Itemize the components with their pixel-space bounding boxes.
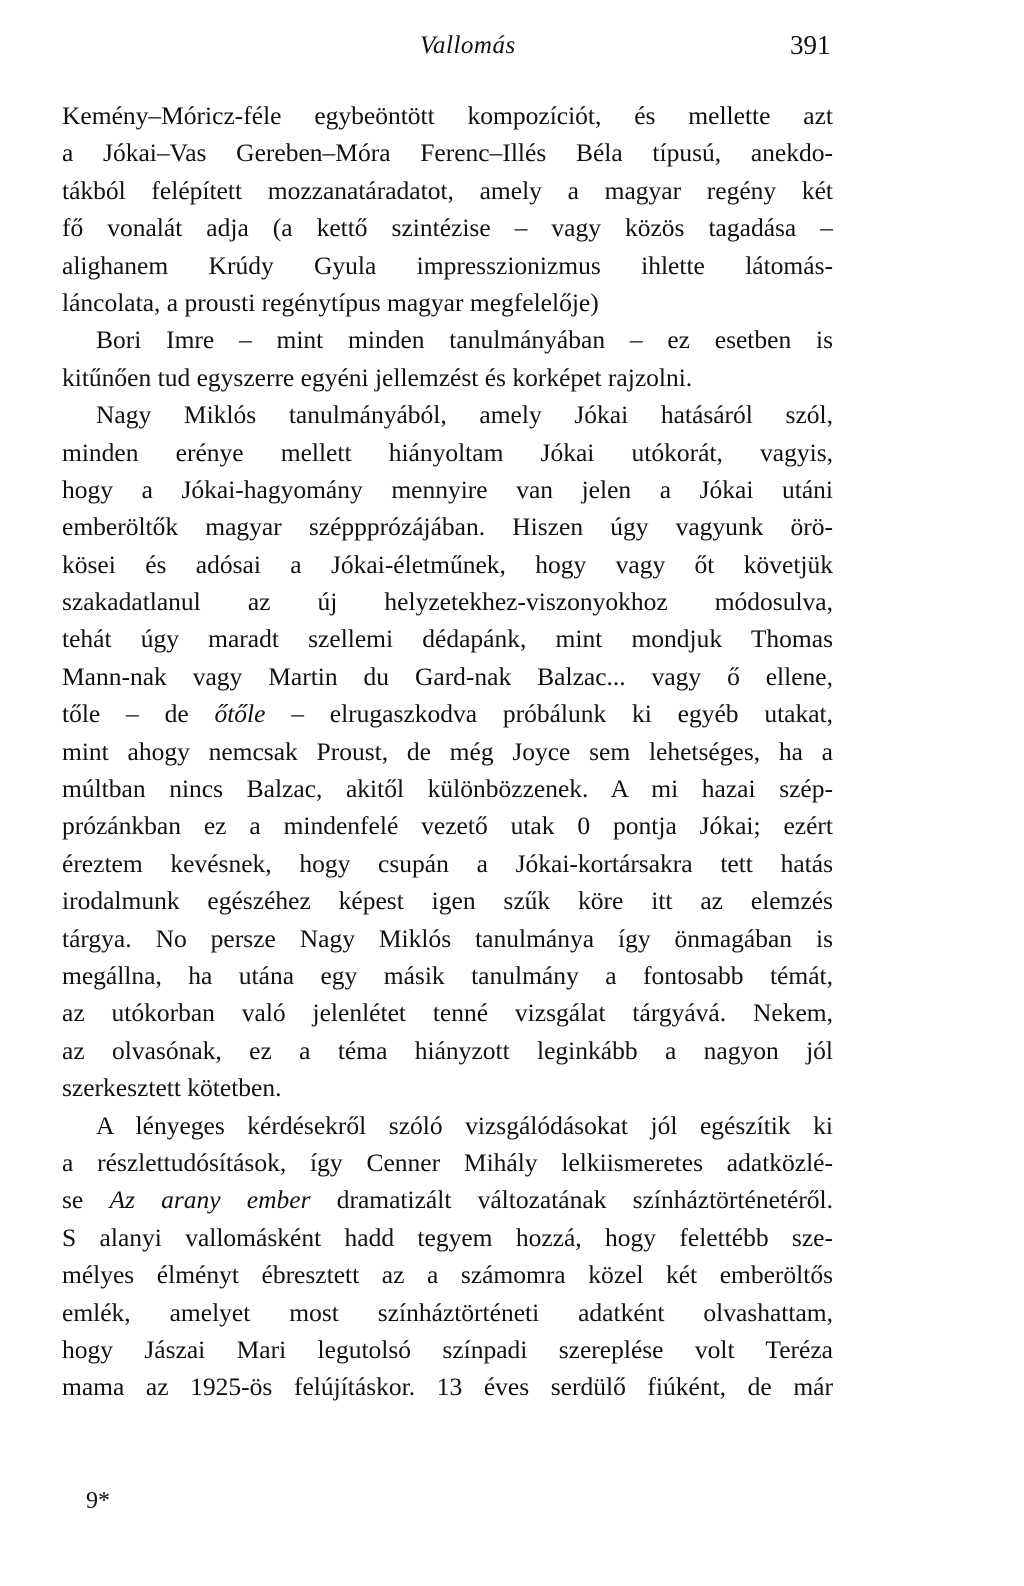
text-line: mama az 1925-ös felújításkor. 13 éves serdülő fiúként, de már bbox=[62, 1372, 833, 1402]
text-line: Kemény–Móricz-féle egybeöntött kompozíciót, és mellette azt bbox=[62, 101, 833, 130]
text-line: szakadatlanul az új helyzetekhez-viszonyokhoz módosulva, bbox=[62, 587, 833, 617]
text-line: prózánkban ez a mindenfelé vezető utak 0 pontja Jókai; ezért bbox=[62, 811, 833, 841]
text-line: Nagy Miklós tanulmányából, amely Jókai hatásáról szól, bbox=[96, 400, 833, 430]
text-line: éreztem kevésnek, hogy csupán a Jókai-kortársakra tett hatás bbox=[62, 848, 833, 878]
text-line: mint ahogy nemcsak Proust, de még Joyce sem lehetséges, ha a bbox=[62, 736, 833, 766]
text-segment: se bbox=[62, 1185, 110, 1215]
text-line: hogy a Jókai-hagyomány mennyire van jelen a Jókai utáni bbox=[62, 474, 833, 504]
book-title-italic: Az arany ember bbox=[109, 1185, 311, 1215]
text-line: fő vonalát adja (a kettő szintézise – vagy közös tagadása – bbox=[62, 213, 833, 243]
text-line-mixed bbox=[62, 695, 833, 732]
running-head bbox=[0, 28, 1024, 68]
text-segment: tőle – de bbox=[62, 699, 215, 729]
text-line: megállna, ha utána egy másik tanulmány a fontosabb témát, bbox=[62, 960, 833, 990]
italic-emphasis: őtőle bbox=[214, 699, 266, 729]
text-line: múltban nincs Balzac, akitől különbözzenek. A mi hazai szép- bbox=[62, 774, 833, 804]
text-line: emlék, amelyet most színháztörténeti adatként olvashattam, bbox=[62, 1297, 833, 1327]
signature-mark: 9* bbox=[86, 1488, 110, 1514]
running-title: Vallomás bbox=[420, 32, 516, 59]
page-number: 391 bbox=[790, 30, 831, 60]
body-text bbox=[62, 97, 833, 1406]
text-line: hogy Jászai Mari legutolsó színpadi szereplése volt Teréza bbox=[62, 1334, 833, 1364]
text-line: Mann-nak vagy Martin du Gard-nak Balzac... vagy ő ellene, bbox=[62, 661, 833, 691]
text-line: mélyes élményt ébresztett az a számomra közel két emberöltős bbox=[62, 1260, 833, 1290]
text-line: az olvasónak, ez a téma hiányzott leginkább a nagyon jól bbox=[62, 1035, 833, 1065]
text-line: a részlettudósítások, így Cenner Mihály lelkiismeretes adatközlé- bbox=[62, 1147, 833, 1177]
text-line: A lényeges kérdésekről szóló vizsgálódásokat jól egészítik ki bbox=[96, 1110, 833, 1140]
text-line: láncolata, a prousti regénytípus magyar megfelelője) bbox=[62, 287, 599, 317]
text-line: az utókorban való jelenlétet tenné vizsgálat tárgyává. Nekem, bbox=[62, 998, 833, 1028]
text-line: irodalmunk egészéhez képest igen szűk köre itt az elemzés bbox=[62, 886, 833, 916]
text-line: tehát úgy maradt szellemi dédapánk, mint mondjuk Thomas bbox=[62, 624, 833, 654]
text-line: kitűnően tud egyszerre egyéni jellemzést és korképet rajzolni. bbox=[62, 362, 693, 392]
text-line: kösei és adósai a Jókai-életműnek, hogy vagy őt követjük bbox=[62, 549, 833, 579]
text-line: emberöltők magyar széppprózájában. Hiszen úgy vagyunk örö- bbox=[62, 512, 833, 542]
text-line: tákból felépített mozzanatáradatot, amely a magyar regény két bbox=[62, 175, 833, 205]
text-segment: – elrugaszkodva próbálunk ki egyéb utakat, bbox=[265, 699, 833, 729]
text-line: S alanyi vallomásként hadd tegyem hozzá, hogy felettébb sze- bbox=[62, 1222, 833, 1252]
text-segment: dramatizált változatának színháztörténetéről. bbox=[310, 1185, 833, 1215]
text-line: szerkesztett kötetben. bbox=[62, 1073, 282, 1103]
text-line: Bori Imre – mint minden tanulmányában – ez esetben is bbox=[96, 325, 833, 355]
text-line-mixed bbox=[62, 1181, 833, 1218]
text-line: tárgya. No persze Nagy Miklós tanulmánya így önmagában is bbox=[62, 923, 833, 953]
text-line: minden erénye mellett hiányoltam Jókai utókorát, vagyis, bbox=[62, 437, 833, 467]
text-line: alighanem Krúdy Gyula impresszionizmus ihlette látomás- bbox=[62, 250, 833, 280]
text-line: a Jókai–Vas Gereben–Móra Ferenc–Illés Béla típusú, anekdo- bbox=[62, 138, 833, 168]
